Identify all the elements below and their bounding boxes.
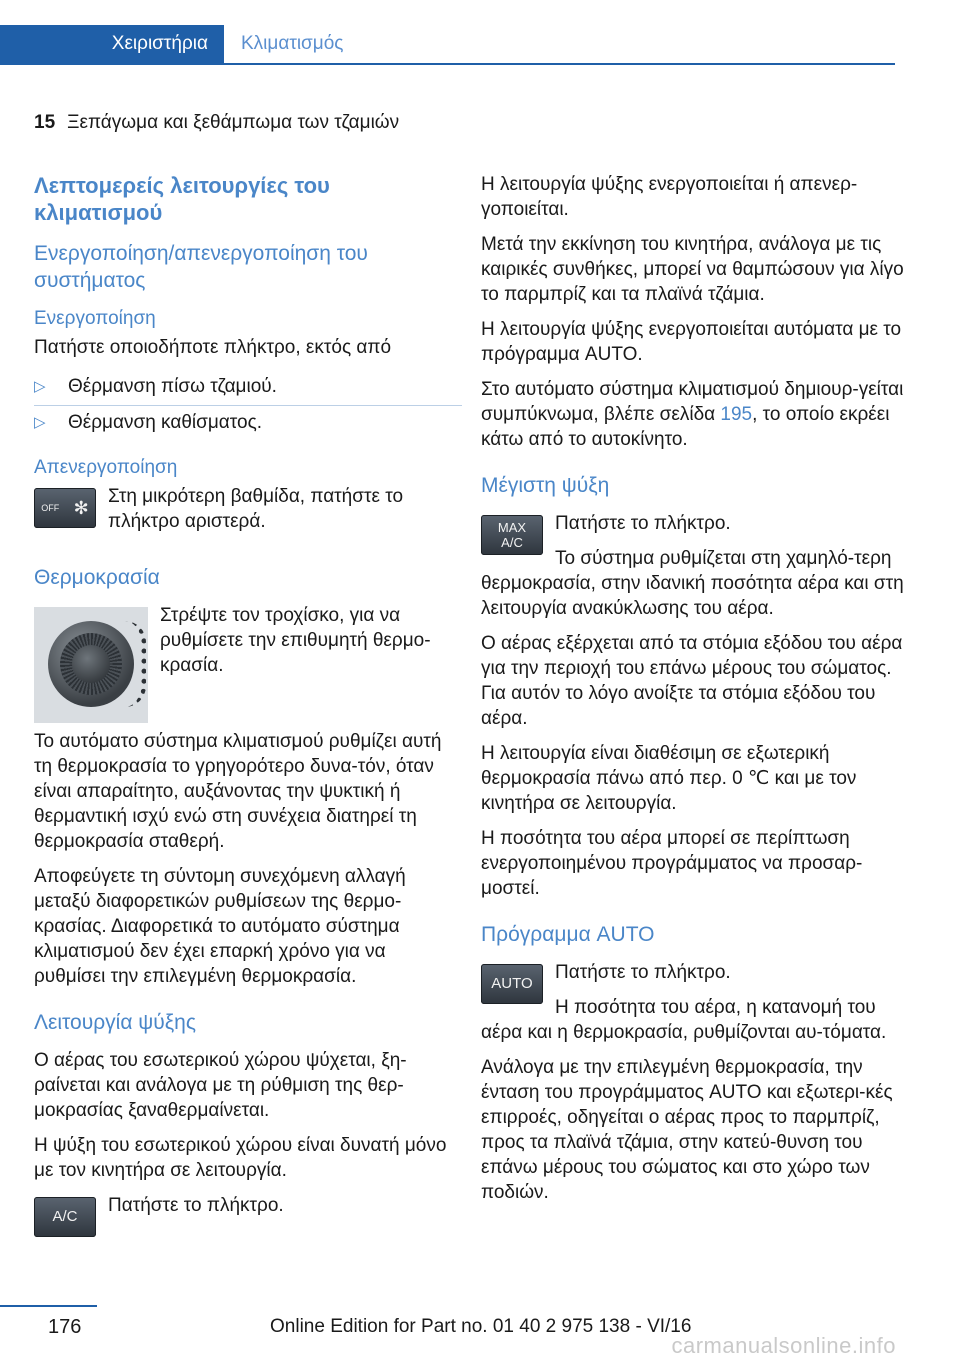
edition-note: Online Edition for Part no. 01 40 2 975 138 - VI/16: [270, 1316, 692, 1337]
heading-system-onoff: Ενεργοποίηση/απενεργοποίηση του συστήματος: [34, 242, 368, 292]
footer-rule: [0, 1305, 97, 1307]
watermark: carmanualsonline.info: [671, 1333, 896, 1358]
auto-text-2: Ανάλογα με την επιλεγμένη θερμοκρασία, την ένταση του προγράμματος AUTO και εξωτερι-κές επιρροές, οδηγείται ο αέρας προς το παρμπρίζ, προς τα πλαϊνά τζάμια, στην κατεύ-θυνση του επάνω μέρους του σώματος και στο χώρο των ποδιών.: [481, 1057, 893, 1203]
max-ac-figure: [481, 511, 909, 631]
list-item: ▷ Θέρμανση πίσω τζαμιού.: [34, 370, 462, 406]
activate-text: Πατήστε οποιοδήποτε πλήκτρο, εκτός από: [34, 337, 392, 358]
off-button-image: [34, 488, 96, 528]
heading-temperature: Θερμοκρασία: [34, 566, 160, 589]
left-column: [34, 172, 462, 1241]
auto-button-image: AUTO: [481, 964, 543, 1004]
auto-figure: [481, 960, 909, 1055]
heading-activate: Ενεργοποίηση: [34, 308, 156, 329]
right-column: [481, 172, 909, 1215]
auto-press-text: Πατήστε το πλήκτρο.: [555, 962, 731, 983]
auto-text-1: Η ποσότητα του αέρα, η κατανομή του αέρα και η θερμοκρασία, ρυθμίζονται αυ-τόματα.: [481, 997, 887, 1043]
page-number: 176: [48, 1316, 82, 1338]
list-item: ▷ Θέρμανση καθίσματος.: [34, 412, 262, 433]
exception-list: [34, 370, 462, 441]
tab-controls[interactable]: Χειριστήρια: [0, 25, 224, 63]
ac-figure: [34, 1193, 462, 1241]
temperature-knob-image: [34, 607, 148, 723]
section-title: Ξεπάγωμα και ξεθάμπωμα των τζαμιών: [67, 112, 400, 133]
tab-climate[interactable]: Κλιματισμός: [241, 33, 344, 54]
deactivate-figure: [34, 484, 462, 544]
temperature-figure-text: Στρέψτε τον τροχίσκο, για να ρυθμίσετε την επιθυμητή θερμο-κρασία.: [160, 605, 431, 676]
condensation-text: Στο αυτόματο σύστημα κλιματισμού δημιουρ-γείται συμπύκνωμα, βλέπε σελίδα 195, το οποίο εκρέει κάτω από το αυτοκίνητο.: [481, 379, 904, 450]
heading-auto-program: Πρόγραμμα AUTO: [481, 923, 655, 946]
max-press-text: Πατήστε το πλήκτρο.: [555, 513, 731, 534]
max-ac-button-image: MAX A/C: [481, 515, 543, 555]
temperature-figure: [34, 603, 462, 729]
ac-press-text: Πατήστε το πλήκτρο.: [108, 1195, 284, 1216]
max-text-1: Το σύστημα ρυθμίζεται στη χαμηλό-τερη θερμοκρασία, στην ιδανική ποσότητα αέρα και στη λειτουργία ανακύκλωσης του αέρα.: [481, 548, 904, 619]
ac-button-image: A/C: [34, 1197, 96, 1237]
max-text-2: Ο αέρας εξέρχεται από τα στόμια εξόδου του αέρα για την περιοχή του επάνω μέρους του σώματος. Για αυτόν το λόγο ανοίξτε τα στόμια εξόδου του αέρα.: [481, 633, 903, 729]
temperature-text-1: Το αυτόματο σύστημα κλιματισμού ρυθμίζει αυτή τη θερμοκρασία το γρηγορότερο δυνα-τόν, όταν είναι απαραίτητο, αυξάνοντας την ψυκτική ή θερμαντική ισχύ ενώ στη συνέχεια διατηρεί τη θερμοκρασία σταθερή.: [34, 731, 442, 852]
fogging-text: Μετά την εκκίνηση του κινητήρα, ανάλογα με τις καιρικές συνθήκες, μπορεί να θαμπώσουν για λίγο το παρμπρίζ και τα πλαϊνά τζάμια.: [481, 234, 904, 305]
off-label: OFF: [41, 503, 60, 513]
section-number: 15: [34, 112, 56, 133]
heading-cooling: Λειτουργία ψύξης: [34, 1011, 196, 1034]
heading-deactivate: Απενεργοποίηση: [34, 457, 178, 478]
deactivate-text: Στη μικρότερη βαθμίδα, πατήστε το πλήκτρο αριστερά.: [108, 486, 404, 532]
triangle-icon: ▷: [34, 414, 46, 431]
cooling-toggle-text: Η λειτουργία ψύξης ενεργοποιείται ή απενερ-γοποιείται.: [481, 174, 858, 220]
triangle-icon: ▷: [34, 378, 46, 395]
max-text-3: Η λειτουργία είναι διαθέσιμη σε εξωτερική θερμοκρασία πάνω από περ. 0 ℃ και με τον κινητήρα σε λειτουργία.: [481, 743, 857, 814]
cooling-text-2: Η ψύξη του εσωτερικού χώρου είναι δυνατή μόνο με τον κινητήρα σε λειτουργία.: [34, 1135, 447, 1181]
page-link[interactable]: 195: [720, 404, 753, 425]
chapter-tabs: [0, 25, 895, 65]
cooling-text-1: Ο αέρας του εσωτερικού χώρου ψύχεται, ξη-ραίνεται και ανάλογα με τη ρύθμιση της θερ-μοκρασίας ξαναθερμαίνεται.: [34, 1050, 407, 1121]
temperature-text-2: Αποφεύγετε τη σύντομη συνεχόμενη αλλαγή μεταξύ διαφορετικών ρυθμίσεων της θερμο-κρασίας. Διαφορετικά το αυτόματο σύστημα κλιματισμού δεν έχει επαρκή χρόνο για να ρυθμίσει την επιλεγμένη θερμοκρασία.: [34, 866, 406, 987]
fan-icon: ✻: [73, 498, 89, 518]
max-text-4: Η ποσότητα του αέρα μπορεί σε περίπτωση ενεργοποιημένου προγράμματος να προσαρ-μοστεί.: [481, 828, 863, 899]
auto-cooling-text: Η λειτουργία ψύξης ενεργοποιείται αυτόματα με το πρόγραμμα AUTO.: [481, 319, 902, 365]
section-heading: [34, 112, 399, 134]
heading-detail-functions: Λεπτομερείς λειτουργίες του κλιματισμού: [34, 173, 330, 225]
heading-max-cooling: Μέγιστη ψύξη: [481, 474, 610, 497]
